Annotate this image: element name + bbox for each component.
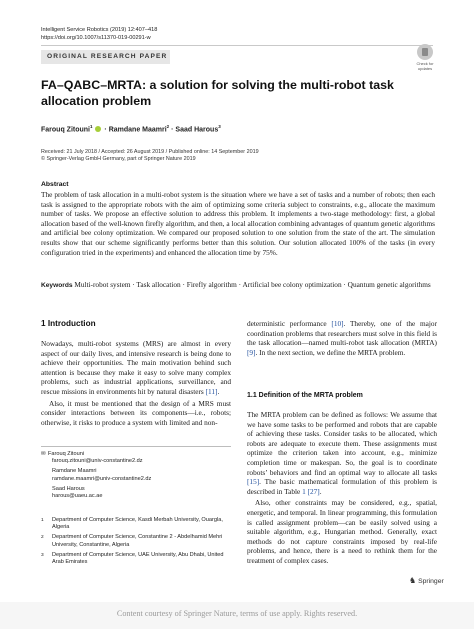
author-affiliation-mark: 3 (218, 124, 221, 129)
section-heading-introduction: 1 Introduction (41, 319, 96, 328)
content-credit: Content courtesy of Springer Nature, terms of use apply. Rights reserved. (116, 609, 358, 618)
keywords-text: Multi-robot system · Task allocation · Firefly algorithm · Artificial bee colony optimization · Quantum genetic algorithms (74, 280, 431, 289)
doi-link[interactable]: https://doi.org/10.1007/s11370-019-00291-w (41, 35, 151, 41)
affiliation-text: Department of Computer Science, UAE University, Abu Dhabi, United Arab Emirates (52, 551, 224, 566)
history-dates: Received: 21 July 2018 / Accepted: 26 August 2019 / Published online: 14 September 2019 (41, 149, 259, 155)
affiliation-text: Department of Computer Science, Kasdi Merbah University, Ouargla, Algeria (52, 517, 223, 531)
author-name[interactable]: Ramdane Maamri (108, 126, 167, 134)
paragraph: Also, it must be mentioned that the design of a MRS must consider interactions between its components—i.e., robots; otherwise, it risks to produce a system with limited and non- (41, 398, 231, 427)
crossmark-label: Check for updates (416, 61, 434, 71)
affiliation-list (41, 517, 231, 569)
author-name[interactable]: Farouq Zitouni (41, 126, 90, 134)
abstract-text: The problem of task allocation in a multi-robot system is the situation where we have a set of tasks and a number of robots; then each task is assigned to the appropriate robots with the aim of optimizing some criteria subject to constraints, e.g., allocate the maximum number of tasks. We propose an effective solution to address this problem. It implements a two-stage methodology: first, a global allocation based of the well-known firefly algorithm, and then, a local allocation combining advantages of quantum genetic algorithms and artificial bee colony optimization. We compared our proposed solution to one solution from the state of the art. The simulation results show that our scheme significantly performs better than this solution. Our solution allocated 100% of the tasks (in every configuration tried in the experiments) and enhanced the allocation time by 75%. (41, 190, 435, 257)
orcid-icon[interactable] (95, 126, 101, 132)
article-title: FA–QABC–MRTA: a solution for solving the multi-robot task allocation problem (41, 78, 394, 108)
author-email[interactable]: farouq.zitouni@univ-constantine2.dz (52, 458, 143, 465)
journal-citation: Intelligent Service Robotics (2019) 12:407–418 (41, 27, 158, 33)
crossmark-button[interactable] (414, 44, 436, 71)
footnote-divider (41, 446, 231, 447)
author-name[interactable]: Saad Harous (175, 126, 219, 134)
keywords (41, 280, 435, 291)
affiliation-text: Department of Computer Science, Constantine 2 - Abdelhamid Mehri University, Constantine, Algeria (52, 534, 223, 548)
article-type-badge: ORIGINAL RESEARCH PAPER (41, 50, 170, 64)
keywords-label: Keywords (41, 282, 73, 289)
corresponding-author-name: Farouq Zitouni (48, 451, 85, 457)
paragraph: The MRTA problem can be defined as follows: We assume that we have some tasks to be performed and robots that are capable of achieving these tasks. Consider tasks to be allocated, which robots are adequate to execute them. These assignments must optimize the criterion taken into account, e.g., minimize completion time or makespan. So, the goal is to coordinate robots’ behaviors and find an optimal way to allocate all tasks [15]. The basic mathematical formulation of this problem is described in Table 1 [27]. (247, 410, 437, 496)
affiliation-number: 3 (41, 552, 44, 558)
introduction-column-left (41, 339, 231, 429)
subsection-heading: 1.1 Definition of the MRTA problem (247, 392, 363, 399)
citation-link[interactable]: [15] (247, 477, 260, 487)
author-email[interactable]: harous@uaeu.ac.ae (52, 493, 103, 500)
affiliation (41, 534, 231, 548)
publisher-logo (409, 576, 444, 585)
affiliation (41, 517, 231, 531)
author-email[interactable]: ramdane.maamri@univ-constantine2.dz (52, 475, 152, 482)
paragraph: Nowadays, multi-robot systems (MRS) are almost in every aspect of our daily lives, and intensive research is being done to achieve their opportunities. The main motivation behind such attention is because they make it easy to solve many complex problems, such as industrial applications, surveillance, and rescue missions in environments hit by natural disasters [11]. (41, 339, 231, 396)
correspondence-entry (41, 486, 151, 500)
springer-horse-icon: ♞ (409, 576, 417, 585)
author-affiliation-mark: 1 (90, 124, 93, 129)
corresponding-author-name: Ramdane Maamri (52, 468, 97, 475)
publisher-name: Springer (418, 578, 444, 585)
correspondence-entry (41, 451, 151, 465)
publication-history (41, 149, 259, 164)
affiliation-number: 2 (41, 535, 44, 541)
corresponding-author-name: Saad Harous (52, 485, 85, 492)
table-link[interactable]: 1 (302, 486, 306, 496)
definition-column-right (247, 410, 437, 568)
citation-link[interactable]: [9] (247, 347, 256, 357)
author-list: Farouq Zitouni$^1$ · Ramdane Maamri$^2$ · Saad Harous$^3$ (41, 124, 221, 134)
correspondence-block (41, 451, 151, 503)
citation-link[interactable]: [27] (307, 486, 320, 496)
journal-header (41, 26, 157, 42)
abstract-heading: Abstract (41, 181, 69, 188)
correspondence-entry (41, 468, 151, 482)
copyright-notice: © Springer-Verlag GmbH Germany, part of Springer Nature 2019 (41, 156, 196, 163)
envelope-icon: ✉ (41, 451, 46, 457)
crossmark-icon (417, 44, 433, 60)
affiliation-number: 1 (41, 518, 44, 523)
introduction-column-right (247, 319, 437, 359)
header-divider (41, 45, 433, 46)
paragraph: Also, other constraints may be considered, e.g., spatial, energetic, and temporal. In linear programming, this formulation is called assignment problem—can be easily solved using a suitable algorithm, e.g., Hungarian method. Generally, exact methods do not capture constraints imposed by real-life problems, and hence, there is a need to rethink them for the treatment of complex cases. (247, 498, 437, 565)
citation-link[interactable]: [10] (331, 319, 344, 328)
affiliation (41, 552, 231, 566)
author-affiliation-mark: 2 (166, 124, 170, 129)
paragraph: deterministic performance [10]. Thereby, one of the major coordination problems that researchers must solve in this field is the task allocation—named multi-robot task allocation (MRTA) [9]. In the next section, we define the MRTA problem. (247, 319, 438, 357)
citation-link[interactable]: [11] (205, 386, 218, 396)
